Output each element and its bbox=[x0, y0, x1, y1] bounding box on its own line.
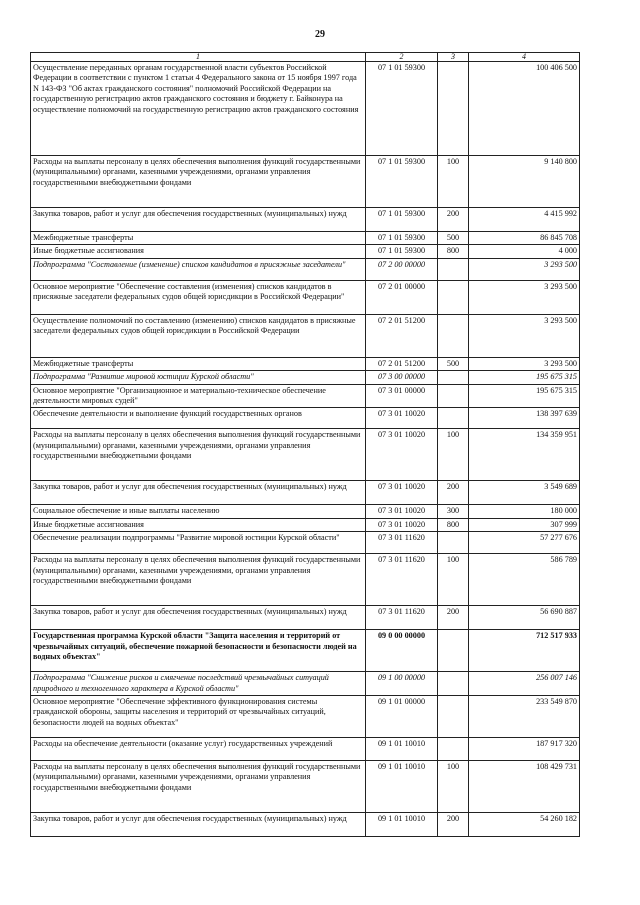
row-expense-type-cell: 300 bbox=[438, 505, 469, 518]
row-amount-cell: 3 293 500 bbox=[469, 280, 580, 314]
row-amount-cell: 180 000 bbox=[469, 505, 580, 518]
row-amount-cell: 195 675 315 bbox=[469, 371, 580, 384]
row-name-cell: Закупка товаров, работ и услуг для обеспечения государственных (муниципальных) нужд bbox=[31, 481, 366, 505]
table-row bbox=[31, 505, 580, 518]
row-code-cell: 07 3 01 10020 bbox=[366, 518, 438, 531]
table-row bbox=[31, 481, 580, 505]
row-name-cell: Основное мероприятие "Обеспечение эффективного функционирования системы гражданской обороны, защиты населения и территорий от чрезвычайных ситуаций, безопасности людей на водных объектах" bbox=[31, 696, 366, 738]
table-row bbox=[31, 156, 580, 208]
row-code-cell: 07 3 01 00000 bbox=[366, 384, 438, 408]
row-amount-cell: 3 293 500 bbox=[469, 357, 580, 370]
row-amount-cell: 100 406 500 bbox=[469, 62, 580, 156]
row-amount-cell: 187 917 320 bbox=[469, 738, 580, 761]
row-name-cell: Основное мероприятие "Обеспечение составления (изменения) списков кандидатов в присяжные заседатели федеральных судов общей юрисдикции в Российской Федерации" bbox=[31, 280, 366, 314]
row-code-cell: 07 3 01 11620 bbox=[366, 606, 438, 630]
row-amount-cell: 712 517 933 bbox=[469, 630, 580, 672]
row-expense-type-cell: 800 bbox=[438, 245, 469, 258]
row-name-cell: Межбюджетные трансферты bbox=[31, 232, 366, 245]
table-row bbox=[31, 62, 580, 156]
row-amount-cell: 86 845 708 bbox=[469, 232, 580, 245]
row-amount-cell: 54 260 182 bbox=[469, 813, 580, 837]
row-amount-cell: 56 690 887 bbox=[469, 606, 580, 630]
row-expense-type-cell bbox=[438, 672, 469, 696]
row-expense-type-cell: 200 bbox=[438, 606, 469, 630]
row-code-cell: 09 1 00 00000 bbox=[366, 672, 438, 696]
row-amount-cell: 195 675 315 bbox=[469, 384, 580, 408]
row-amount-cell: 307 999 bbox=[469, 518, 580, 531]
row-name-cell: Иные бюджетные ассигнования bbox=[31, 245, 366, 258]
table-row bbox=[31, 408, 580, 429]
row-expense-type-cell bbox=[438, 314, 469, 357]
row-expense-type-cell bbox=[438, 532, 469, 554]
row-amount-cell: 4 000 bbox=[469, 245, 580, 258]
row-code-cell: 07 2 01 51200 bbox=[366, 314, 438, 357]
row-code-cell: 07 3 01 11620 bbox=[366, 532, 438, 554]
row-expense-type-cell: 500 bbox=[438, 357, 469, 370]
row-name-cell: Расходы на обеспечение деятельности (оказание услуг) государственных учреждений bbox=[31, 738, 366, 761]
table-row bbox=[31, 518, 580, 531]
row-expense-type-cell: 500 bbox=[438, 232, 469, 245]
row-amount-cell: 134 359 951 bbox=[469, 429, 580, 481]
row-expense-type-cell: 200 bbox=[438, 813, 469, 837]
column-header-name: 1 bbox=[31, 53, 366, 62]
row-amount-cell: 4 415 992 bbox=[469, 208, 580, 232]
row-code-cell: 07 2 00 00000 bbox=[366, 258, 438, 280]
table-row bbox=[31, 384, 580, 408]
row-code-cell: 07 3 01 11620 bbox=[366, 554, 438, 606]
table-row bbox=[31, 357, 580, 370]
row-code-cell: 09 0 00 00000 bbox=[366, 630, 438, 672]
row-amount-cell: 108 429 731 bbox=[469, 761, 580, 813]
row-name-cell: Подпрограмма "Составление (изменение) списков кандидатов в присяжные заседатели" bbox=[31, 258, 366, 280]
row-name-cell: Иные бюджетные ассигнования bbox=[31, 518, 366, 531]
row-expense-type-cell bbox=[438, 258, 469, 280]
row-name-cell: Осуществление полномочий по составлению (изменению) списков кандидатов в присяжные заседатели федеральных судов общей юрисдикции в Российской Федерации bbox=[31, 314, 366, 357]
row-amount-cell: 3 293 500 bbox=[469, 258, 580, 280]
row-code-cell: 07 3 01 10020 bbox=[366, 481, 438, 505]
table-row bbox=[31, 532, 580, 554]
row-name-cell: Закупка товаров, работ и услуг для обеспечения государственных (муниципальных) нужд bbox=[31, 813, 366, 837]
row-code-cell: 09 1 01 10010 bbox=[366, 761, 438, 813]
row-name-cell: Расходы на выплаты персоналу в целях обеспечения выполнения функций государственными (муниципальными) органами, казенными учреждениями, органами управления государственными внебюджетными фондами bbox=[31, 554, 366, 606]
table-row bbox=[31, 280, 580, 314]
table-row bbox=[31, 672, 580, 696]
row-expense-type-cell bbox=[438, 630, 469, 672]
row-name-cell: Обеспечение деятельности и выполнение функций государственных органов bbox=[31, 408, 366, 429]
row-amount-cell: 3 293 500 bbox=[469, 314, 580, 357]
row-amount-cell: 138 397 639 bbox=[469, 408, 580, 429]
column-header-amount: 4 bbox=[469, 53, 580, 62]
page-number: 29 bbox=[315, 29, 325, 40]
row-code-cell: 09 1 01 10010 bbox=[366, 813, 438, 837]
column-header-code: 2 bbox=[366, 53, 438, 62]
row-code-cell: 09 1 01 00000 bbox=[366, 696, 438, 738]
column-header-expense-type: 3 bbox=[438, 53, 469, 62]
row-expense-type-cell: 100 bbox=[438, 156, 469, 208]
row-name-cell: Подпрограмма "Развитие мировой юстиции Курской области" bbox=[31, 371, 366, 384]
row-expense-type-cell bbox=[438, 696, 469, 738]
table-row bbox=[31, 258, 580, 280]
row-expense-type-cell bbox=[438, 371, 469, 384]
table-row bbox=[31, 813, 580, 837]
row-code-cell: 07 3 01 10020 bbox=[366, 408, 438, 429]
row-name-cell: Расходы на выплаты персоналу в целях обеспечения выполнения функций государственными (муниципальными) органами, казенными учреждениями, органами управления государственными внебюджетными фондами bbox=[31, 761, 366, 813]
row-name-cell: Расходы на выплаты персоналу в целях обеспечения выполнения функций государственными (муниципальными) органами, казенными учреждениями, органами управления государственными внебюджетными фондами bbox=[31, 429, 366, 481]
row-amount-cell: 57 277 676 bbox=[469, 532, 580, 554]
row-expense-type-cell bbox=[438, 408, 469, 429]
row-expense-type-cell: 200 bbox=[438, 481, 469, 505]
row-name-cell: Закупка товаров, работ и услуг для обеспечения государственных (муниципальных) нужд bbox=[31, 606, 366, 630]
table-row bbox=[31, 606, 580, 630]
row-name-cell: Расходы на выплаты персоналу в целях обеспечения выполнения функций государственными (муниципальными) органами, казенными учреждениями, органами управления государственными внебюджетными фондами bbox=[31, 156, 366, 208]
row-code-cell: 07 2 01 00000 bbox=[366, 280, 438, 314]
table-header-row bbox=[31, 53, 580, 62]
row-name-cell: Закупка товаров, работ и услуг для обеспечения государственных (муниципальных) нужд bbox=[31, 208, 366, 232]
table-row bbox=[31, 245, 580, 258]
row-name-cell: Государственная программа Курской области "Защита населения и территорий от чрезвычайных ситуаций, обеспечение пожарной безопасности и безопасности людей на водных объектах" bbox=[31, 630, 366, 672]
budget-table bbox=[30, 52, 580, 837]
table-row bbox=[31, 738, 580, 761]
row-code-cell: 07 1 01 59300 bbox=[366, 208, 438, 232]
table-body bbox=[31, 62, 580, 837]
row-amount-cell: 256 007 146 bbox=[469, 672, 580, 696]
row-name-cell: Подпрограмма "Снижение рисков и смягчение последствий чрезвычайных ситуаций природного и техногенного характера в Курской области" bbox=[31, 672, 366, 696]
row-code-cell: 07 1 01 59300 bbox=[366, 245, 438, 258]
table-row bbox=[31, 371, 580, 384]
row-code-cell: 07 3 01 10020 bbox=[366, 429, 438, 481]
row-code-cell: 07 1 01 59300 bbox=[366, 156, 438, 208]
row-name-cell: Основное мероприятие "Организационное и материально-техническое обеспечение деятельности мировых судей" bbox=[31, 384, 366, 408]
row-name-cell: Социальное обеспечение и иные выплаты населению bbox=[31, 505, 366, 518]
row-expense-type-cell bbox=[438, 384, 469, 408]
row-amount-cell: 9 140 800 bbox=[469, 156, 580, 208]
row-code-cell: 07 3 00 00000 bbox=[366, 371, 438, 384]
table-row bbox=[31, 208, 580, 232]
row-code-cell: 07 2 01 51200 bbox=[366, 357, 438, 370]
row-expense-type-cell bbox=[438, 738, 469, 761]
row-expense-type-cell: 200 bbox=[438, 208, 469, 232]
row-name-cell: Осуществление переданных органам государственной власти субъектов Российской Федерации в соответствии с пунктом 1 статьи 4 Федерального закона от 15 ноября 1997 года N 143-ФЗ "Об актах гражданского состояния" полномочий Российской Федерации на государственную регистрацию актов гражданского состояния и бюджету г. Байконура на осуществление полномочий на государственную регистрацию актов гражданского состояния bbox=[31, 62, 366, 156]
row-amount-cell: 3 549 689 bbox=[469, 481, 580, 505]
row-amount-cell: 233 549 870 bbox=[469, 696, 580, 738]
row-code-cell: 09 1 01 10010 bbox=[366, 738, 438, 761]
row-expense-type-cell bbox=[438, 62, 469, 156]
row-name-cell: Межбюджетные трансферты bbox=[31, 357, 366, 370]
table-row bbox=[31, 232, 580, 245]
row-code-cell: 07 1 01 59300 bbox=[366, 232, 438, 245]
row-amount-cell: 586 789 bbox=[469, 554, 580, 606]
table-row bbox=[31, 761, 580, 813]
row-code-cell: 07 3 01 10020 bbox=[366, 505, 438, 518]
row-code-cell: 07 1 01 59300 bbox=[366, 62, 438, 156]
row-expense-type-cell: 800 bbox=[438, 518, 469, 531]
table-row bbox=[31, 429, 580, 481]
row-name-cell: Обеспечение реализации подпрограммы "Развитие мировой юстиции Курской области" bbox=[31, 532, 366, 554]
table-row bbox=[31, 554, 580, 606]
table-row bbox=[31, 696, 580, 738]
row-expense-type-cell bbox=[438, 280, 469, 314]
row-expense-type-cell: 100 bbox=[438, 554, 469, 606]
row-expense-type-cell: 100 bbox=[438, 761, 469, 813]
table-row bbox=[31, 630, 580, 672]
row-expense-type-cell: 100 bbox=[438, 429, 469, 481]
table-row bbox=[31, 314, 580, 357]
